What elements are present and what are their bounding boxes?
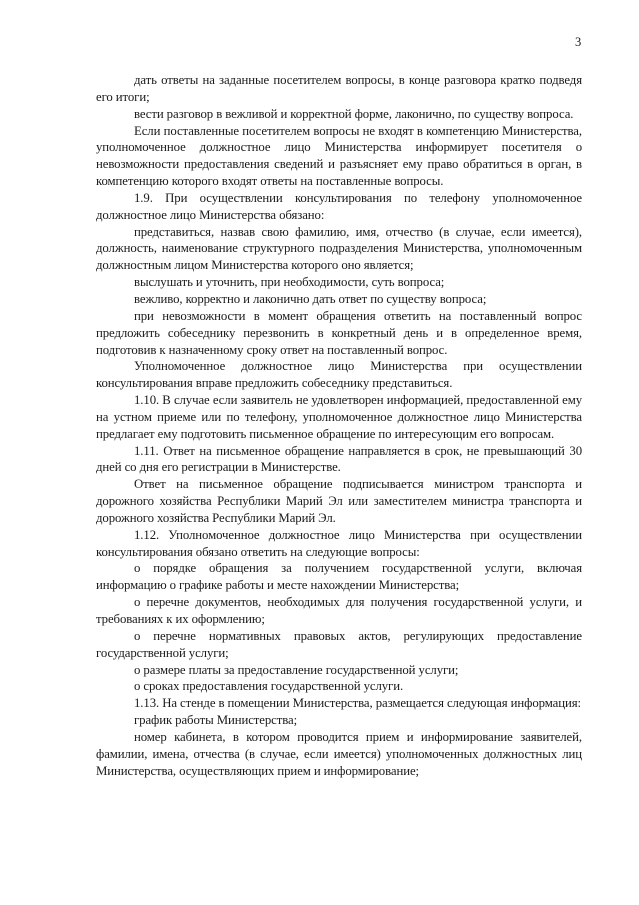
- paragraph: 1.13. На стенде в помещении Министерства, размещается следующая информация:: [134, 696, 581, 711]
- paragraph: Уполномоченное должностное лицо Министерства при осуществлении консультирования вправе предложить собеседнику представиться.: [96, 359, 582, 391]
- paragraph: о сроках предоставления государственной услуги.: [134, 679, 404, 694]
- paragraph: 1.12. Уполномоченное должностное лицо Министерства при осуществлении консультирования обязано ответить на следующие вопросы:: [96, 527, 582, 559]
- paragraph: 1.11. Ответ на письменное обращение направляется в срок, не превышающий 30 дней со дня его регистрации в Министерстве.: [96, 443, 582, 475]
- page-number: 3: [575, 35, 582, 49]
- paragraph: представиться, назвав свою фамилию, имя, отчество (в случае, если имеется), должность, наименование структурного подразделения Министерства, уполномоченным должностным лицом Министерства которого оно является;: [96, 224, 582, 273]
- paragraph: при невозможности в момент обращения ответить на поставленный вопрос предложить собеседнику перезвонить в конкретный день и в определенное время, подготовив к назначенному сроку ответ на поставленный вопрос.: [96, 308, 582, 357]
- paragraph: выслушать и уточнить, при необходимости, суть вопроса;: [134, 275, 445, 290]
- paragraph: график работы Министерства;: [134, 713, 298, 728]
- paragraph: вежливо, корректно и лаконично дать ответ по существу вопроса;: [134, 291, 487, 306]
- paragraph: дать ответы на заданные посетителем вопросы, в конце разговора кратко подведя его итоги;: [96, 73, 582, 104]
- paragraph: о размере платы за предоставление государственной услуги;: [134, 662, 459, 677]
- paragraph: о перечне документов, необходимых для получения государственной услуги, и требованиях к их оформлению;: [96, 595, 582, 626]
- paragraph: вести разговор в вежливой и корректной форме, лаконично, по существу вопроса.: [134, 106, 574, 121]
- paragraph: о порядке обращения за получением государственной услуги, включая информацию о графике работы и месте нахождении Министерства;: [96, 561, 582, 593]
- paragraph: Если поставленные посетителем вопросы не входят в компетенцию Министерства, уполномоченное должностное лицо Министерства информирует посетителя о невозможности предоставления сведений и разъясняет ему право обратиться в орган, в компетенцию которого входят ответы на поставленные вопросы.: [96, 123, 582, 189]
- paragraph: о перечне нормативных правовых актов, регулирующих предоставление государственной услуги;: [96, 628, 582, 660]
- document-body: [96, 72, 582, 779]
- paragraph: номер кабинета, в котором проводится прием и информирование заявителей, фамилии, имена, отчества (в случае, если имеется) уполномоченных должностных лиц Министерства, осуществляющих прием и информирование;: [96, 729, 582, 778]
- paragraph: 1.9. При осуществлении консультирования по телефону уполномоченное должностное лицо Министерства обязано:: [96, 190, 582, 222]
- paragraph: Ответ на письменное обращение подписывается министром транспорта и дорожного хозяйства Республики Марий Эл или заместителем министра транспорта и дорожного хозяйства Республики Марий Эл.: [96, 477, 582, 525]
- paragraph: 1.10. В случае если заявитель не удовлетворен информацией, предоставленной ему на устном приеме или по телефону, уполномоченное должностное лицо Министерства предлагает ему подготовить письменное обращение по интересующим его вопросам.: [96, 393, 582, 441]
